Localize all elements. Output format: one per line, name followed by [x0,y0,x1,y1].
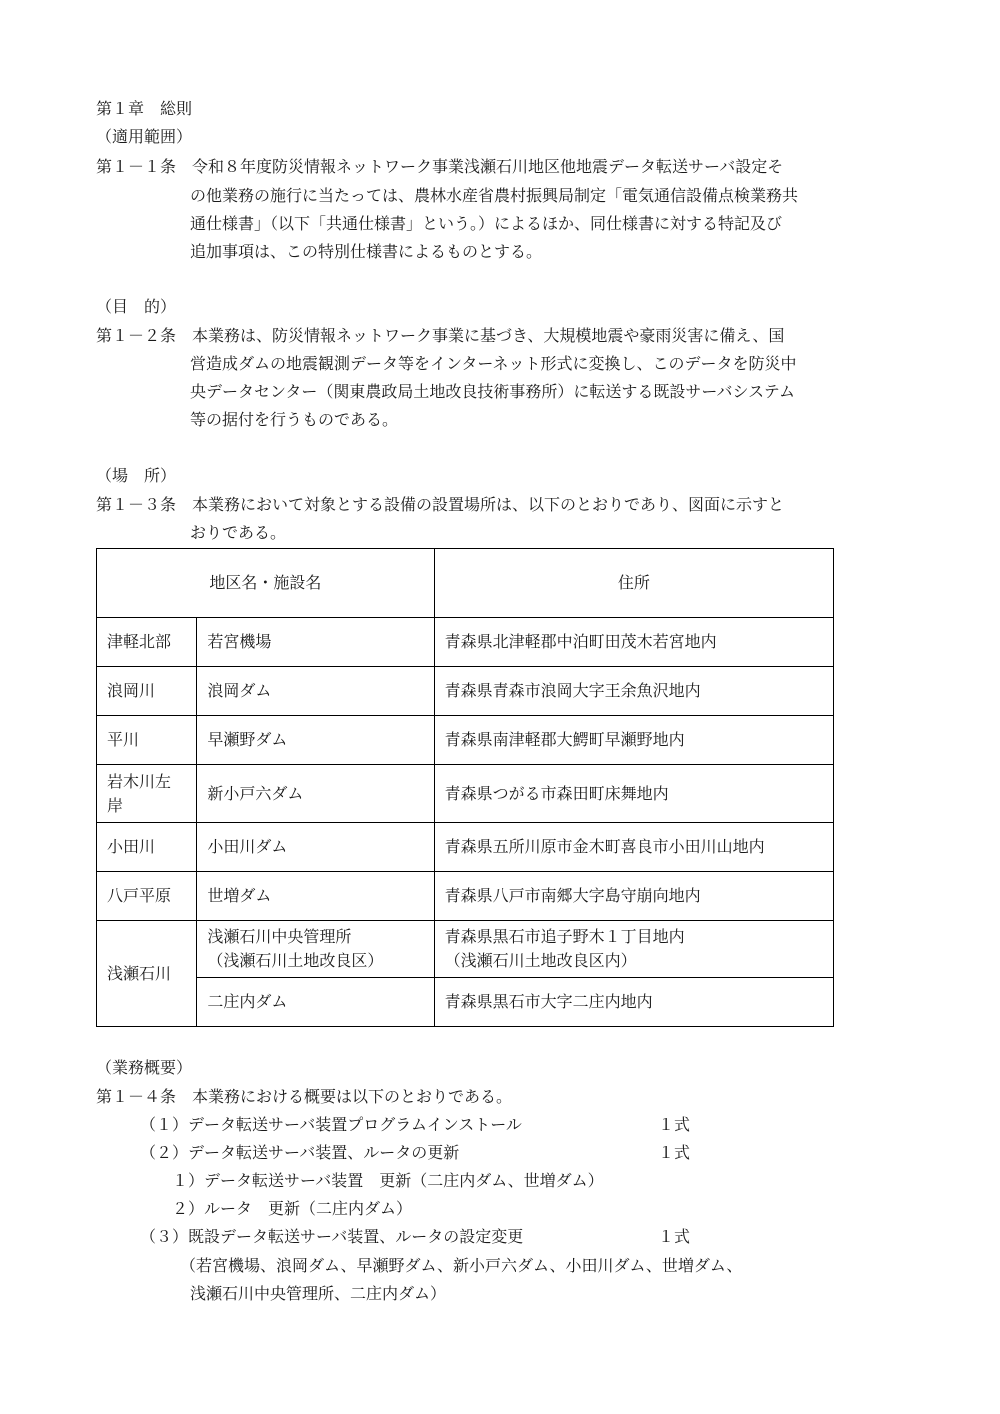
chapter-title: 第１章 総則 [96,99,193,118]
overview-note: （若宮機場、浪岡ダム、早瀬野ダム、新小戸六ダム、小田川ダム、世増ダム、 [180,1256,743,1275]
address-cell: 青森県北津軽郡中泊町田茂木若宮地内 [434,618,833,667]
overview-subitem: ２）ルータ 更新（二庄内ダム） [172,1199,413,1218]
address-text: 青森県黒石市追子野木１丁目地内 [444,927,685,946]
header-facility: 地区名・施設名 [97,549,435,618]
district-cell: 岩木川左岸 [97,765,197,823]
overview-qty: １式 [658,1227,691,1246]
article-line: の他業務の施行に当たっては、農林水産省農村振興局制定「電気通信設備点検業務共 [190,186,799,205]
overview-subitem: １）データ転送サーバ装置 更新（二庄内ダム、世増ダム） [172,1171,604,1190]
address-cell: 青森県南津軽郡大鰐町早瀬野地内 [434,716,833,765]
article-line: 第１－３条 本業務において対象とする設備の設置場所は、以下のとおりであり、図面に示すと [96,495,785,514]
section-heading: （業務概要） [96,1058,193,1077]
overview-item: （３）既設データ転送サーバ装置、ルータの設定変更 [140,1227,524,1246]
article-line: 第１－４条 本業務における概要は以下のとおりである。 [96,1087,513,1106]
address-cell: 青森県黒石市大字二庄内地内 [434,978,833,1027]
section-heading: （目 的） [96,297,177,316]
address-cell [434,921,833,978]
district-cell: 小田川 [97,823,197,872]
address-note: （浅瀬石川土地改良区内） [444,951,637,970]
table-row [97,667,834,716]
address-cell: 青森県つがる市森田町床舞地内 [434,765,833,823]
facility-cell: 浪岡ダム [197,667,434,716]
article-line: 等の据付を行うものである。 [190,410,399,429]
overview-item: （２）データ転送サーバ装置、ルータの更新 [140,1143,460,1162]
facility-cell: 早瀬野ダム [197,716,434,765]
table-header-row [97,549,834,618]
section-heading: （適用範囲） [96,127,193,146]
facility-cell: 若宮機場 [197,618,434,667]
facility-cell: 二庄内ダム [197,978,434,1027]
table-row [97,823,834,872]
table-row [97,921,834,978]
district-cell: 浪岡川 [97,667,197,716]
facility-cell: 新小戸六ダム [197,765,434,823]
overview-qty: １式 [658,1115,691,1134]
article-line: 央データセンター（関東農政局土地改良技術事務所）に転送する既設サーバシステム [190,382,795,401]
address-cell: 青森県青森市浪岡大字王余魚沢地内 [434,667,833,716]
table-row [97,765,834,823]
article-line: 第１－１条 令和８年度防災情報ネットワーク事業浅瀬石川地区他地震データ転送サーバ設定そ [96,157,784,176]
article-line: 追加事項は、この特別仕様書によるものとする。 [190,242,543,261]
facility-cell: 世増ダム [197,872,434,921]
address-cell: 青森県八戸市南郷大字島守崩向地内 [434,872,833,921]
article-line: おりである。 [190,523,287,542]
district-cell: 八戸平原 [97,872,197,921]
table-row [97,618,834,667]
article-line: 通仕様書」（以下「共通仕様書」という。）によるほか、同仕様書に対する特記及び [190,214,783,233]
facility-cell: 小田川ダム [197,823,434,872]
table-row [97,716,834,765]
facility-cell [197,921,434,978]
district-cell: 平川 [97,716,197,765]
facility-note: （浅瀬石川土地改良区） [207,951,384,970]
overview-item: （１）データ転送サーバ装置プログラムインストール [140,1115,522,1134]
facility-table [96,548,834,1027]
district-cell: 津軽北部 [97,618,197,667]
article-line: 営造成ダムの地震観測データ等をインターネット形式に変換し、このデータを防災中 [190,354,797,373]
district-cell: 浅瀬石川 [97,921,197,1027]
table-row [97,978,834,1027]
table-row [97,872,834,921]
article-line: 第１－２条 本業務は、防災情報ネットワーク事業に基づき、大規模地震や豪雨災害に備え、国 [96,326,785,345]
facility-name: 浅瀬石川中央管理所 [207,927,352,946]
header-address: 住所 [434,549,833,618]
overview-note: 浅瀬石川中央管理所、二庄内ダム） [190,1284,447,1303]
section-heading: （場 所） [96,466,177,485]
overview-qty: １式 [658,1143,691,1162]
address-cell: 青森県五所川原市金木町喜良市小田川山地内 [434,823,833,872]
